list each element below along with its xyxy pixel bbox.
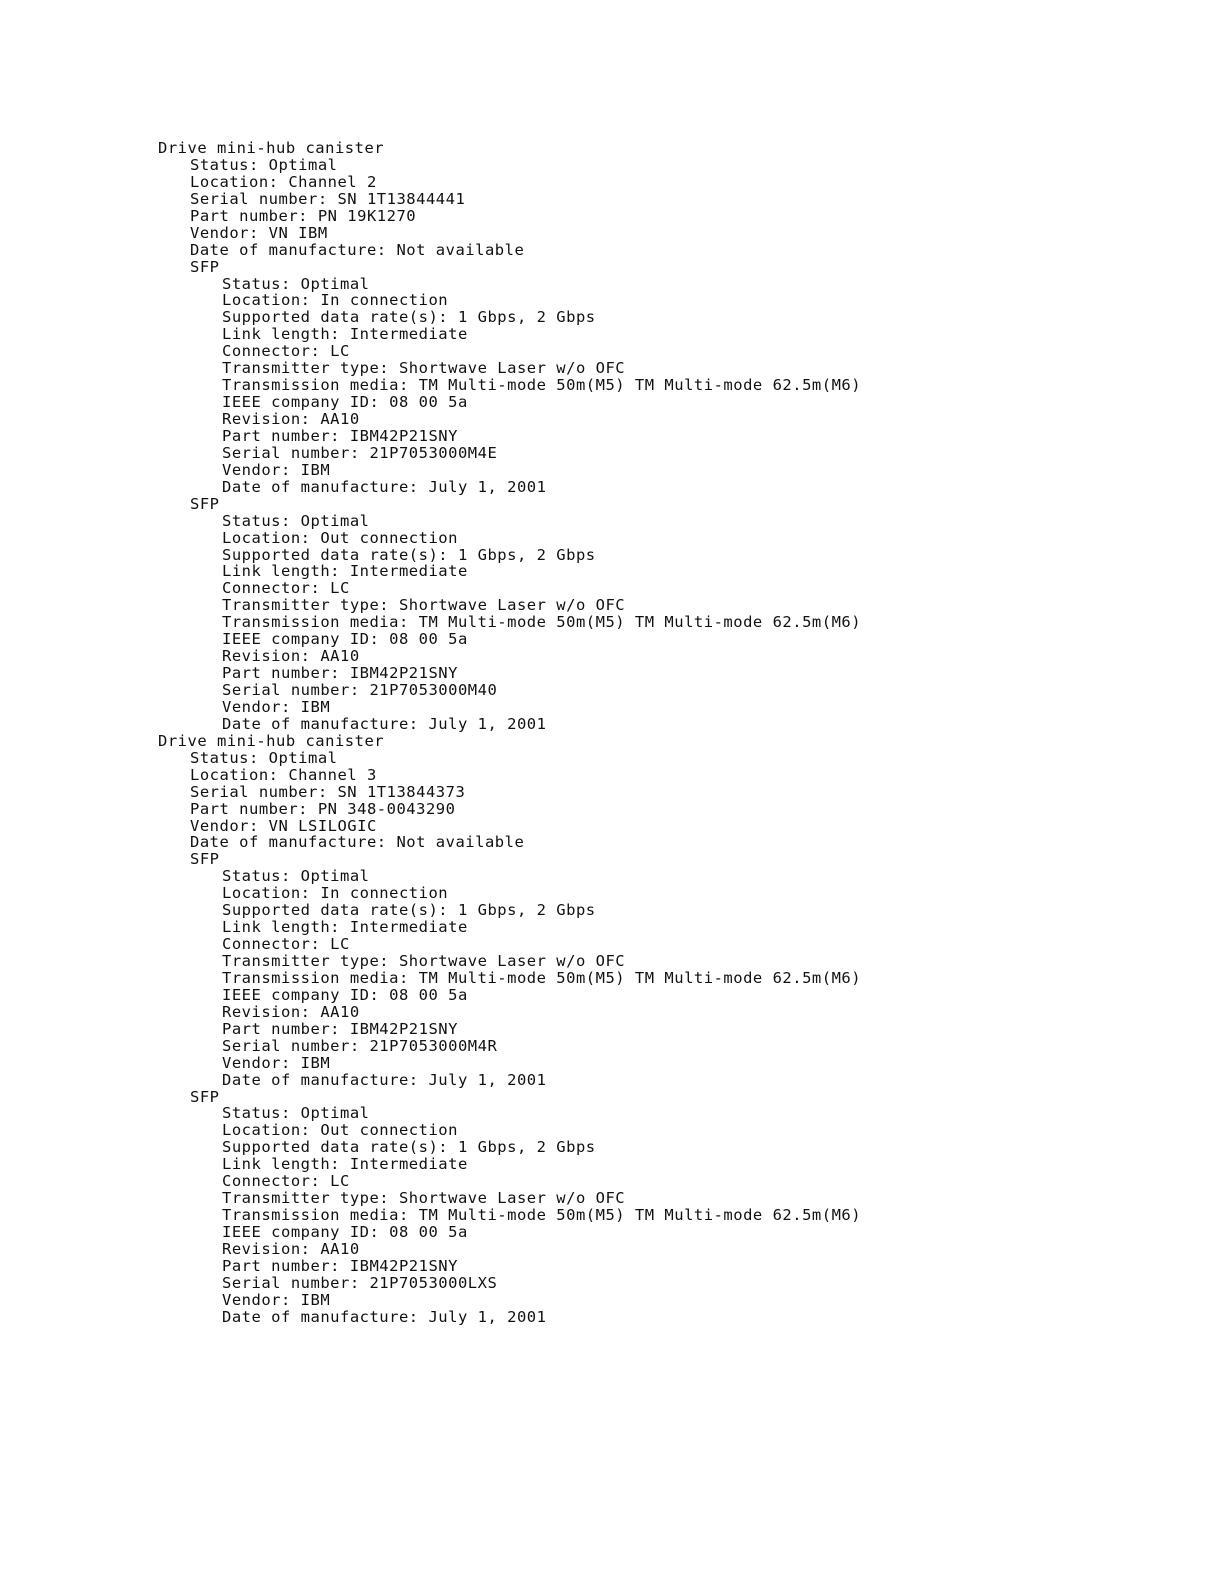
canister-field: Location: Channel 3 — [190, 765, 377, 784]
sfp-field: Revision: AA10 — [222, 647, 360, 666]
sfp-field: Transmission media: TM Multi-mode 50m(M5) TM Multi-mode 62.5m(M6) — [222, 376, 862, 395]
sfp-field: Vendor: IBM — [222, 1053, 331, 1072]
sfp-field: Serial number: 21P7053000M4E — [222, 443, 498, 462]
sfp-field: Supported data rate(s): 1 Gbps, 2 Gbps — [222, 308, 596, 327]
canister-field: Part number: PN 348-0043290 — [190, 799, 456, 818]
sfp-field: Transmission media: TM Multi-mode 50m(M5) TM Multi-mode 62.5m(M6) — [222, 968, 862, 987]
sfp-field: Vendor: IBM — [222, 460, 331, 479]
sfp-field: Link length: Intermediate — [222, 918, 468, 937]
canister-field: Date of manufacture: Not available — [190, 240, 525, 259]
sfp-field: IEEE company ID: 08 00 5a — [222, 630, 468, 649]
sfp-field: Supported data rate(s): 1 Gbps, 2 Gbps — [222, 1138, 596, 1157]
sfp-field: IEEE company ID: 08 00 5a — [222, 1223, 468, 1241]
sfp-field: Date of manufacture: July 1, 2001 — [222, 1307, 547, 1326]
sfp-field: Location: In connection — [222, 884, 449, 903]
sfp-heading: SFP — [190, 257, 220, 276]
sfp-field: Transmission media: TM Multi-mode 50m(M5) TM Multi-mode 62.5m(M6) — [222, 1206, 862, 1225]
sfp-field: Link length: Intermediate — [222, 1155, 468, 1174]
sfp-field: Supported data rate(s): 1 Gbps, 2 Gbps — [222, 901, 596, 920]
canister-field: Part number: PN 19K1270 — [190, 206, 417, 225]
sfp-field: Link length: Intermediate — [222, 562, 468, 581]
sfp-field: Location: In connection — [222, 291, 449, 310]
sfp-field: Revision: AA10 — [222, 410, 360, 428]
sfp-field: Serial number: 21P7053000LXS — [222, 1273, 498, 1292]
sfp-field: Serial number: 21P7053000M40 — [222, 681, 498, 699]
sfp-field: Transmitter type: Shortwave Laser w/o OFC — [222, 1189, 626, 1208]
sfp-heading: SFP — [190, 494, 220, 513]
canister-field: Status: Optimal — [190, 155, 338, 174]
sfp-field: Part number: IBM42P21SNY — [222, 1256, 458, 1275]
sfp-field: Status: Optimal — [222, 274, 370, 293]
sfp-field: Transmitter type: Shortwave Laser w/o OFC — [222, 359, 626, 378]
sfp-field: Transmission media: TM Multi-mode 50m(M5) TM Multi-mode 62.5m(M6) — [222, 613, 862, 632]
sfp-field: Part number: IBM42P21SNY — [222, 426, 458, 445]
canister-field: Serial number: SN 1T13844373 — [190, 782, 466, 801]
sfp-field: Vendor: IBM — [222, 697, 331, 716]
sfp-field: Serial number: 21P7053000M4R — [222, 1036, 498, 1055]
sfp-heading: SFP — [190, 850, 220, 869]
canister-heading: Drive mini-hub canister — [158, 731, 385, 750]
sfp-field: Supported data rate(s): 1 Gbps, 2 Gbps — [222, 545, 596, 564]
sfp-field: Vendor: IBM — [222, 1290, 331, 1309]
sfp-field: Date of manufacture: July 1, 2001 — [222, 1070, 547, 1089]
sfp-field: Connector: LC — [222, 935, 350, 954]
sfp-field: Part number: IBM42P21SNY — [222, 1019, 458, 1038]
sfp-field: Part number: IBM42P21SNY — [222, 664, 458, 683]
profile-document — [158, 140, 861, 1326]
sfp-field: Location: Out connection — [222, 528, 458, 547]
sfp-heading: SFP — [190, 1087, 220, 1106]
sfp-field: IEEE company ID: 08 00 5a — [222, 985, 468, 1004]
sfp-field: Transmitter type: Shortwave Laser w/o OFC — [222, 952, 626, 970]
sfp-field: Date of manufacture: July 1, 2001 — [222, 477, 547, 496]
sfp-field: Connector: LC — [222, 1172, 350, 1191]
sfp-field: Status: Optimal — [222, 511, 370, 530]
sfp-field: IEEE company ID: 08 00 5a — [222, 393, 468, 412]
sfp-field: Connector: LC — [222, 342, 350, 361]
sfp-field: Revision: AA10 — [222, 1002, 360, 1021]
canister-heading: Drive mini-hub canister — [158, 139, 385, 157]
sfp-field: Link length: Intermediate — [222, 325, 468, 344]
sfp-field: Status: Optimal — [222, 867, 370, 886]
sfp-field: Revision: AA10 — [222, 1239, 360, 1258]
sfp-field: Status: Optimal — [222, 1104, 370, 1123]
canister-field: Date of manufacture: Not available — [190, 833, 525, 852]
sfp-field: Location: Out connection — [222, 1121, 458, 1140]
canister-field: Serial number: SN 1T13844441 — [190, 189, 466, 208]
sfp-field: Transmitter type: Shortwave Laser w/o OFC — [222, 596, 626, 615]
canister-field: Location: Channel 2 — [190, 172, 377, 191]
canister-field: Vendor: VN LSILOGIC — [190, 816, 377, 835]
sfp-field: Date of manufacture: July 1, 2001 — [222, 714, 547, 733]
canister-field: Vendor: VN IBM — [190, 223, 328, 242]
sfp-field: Connector: LC — [222, 579, 350, 598]
canister-field: Status: Optimal — [190, 748, 338, 767]
